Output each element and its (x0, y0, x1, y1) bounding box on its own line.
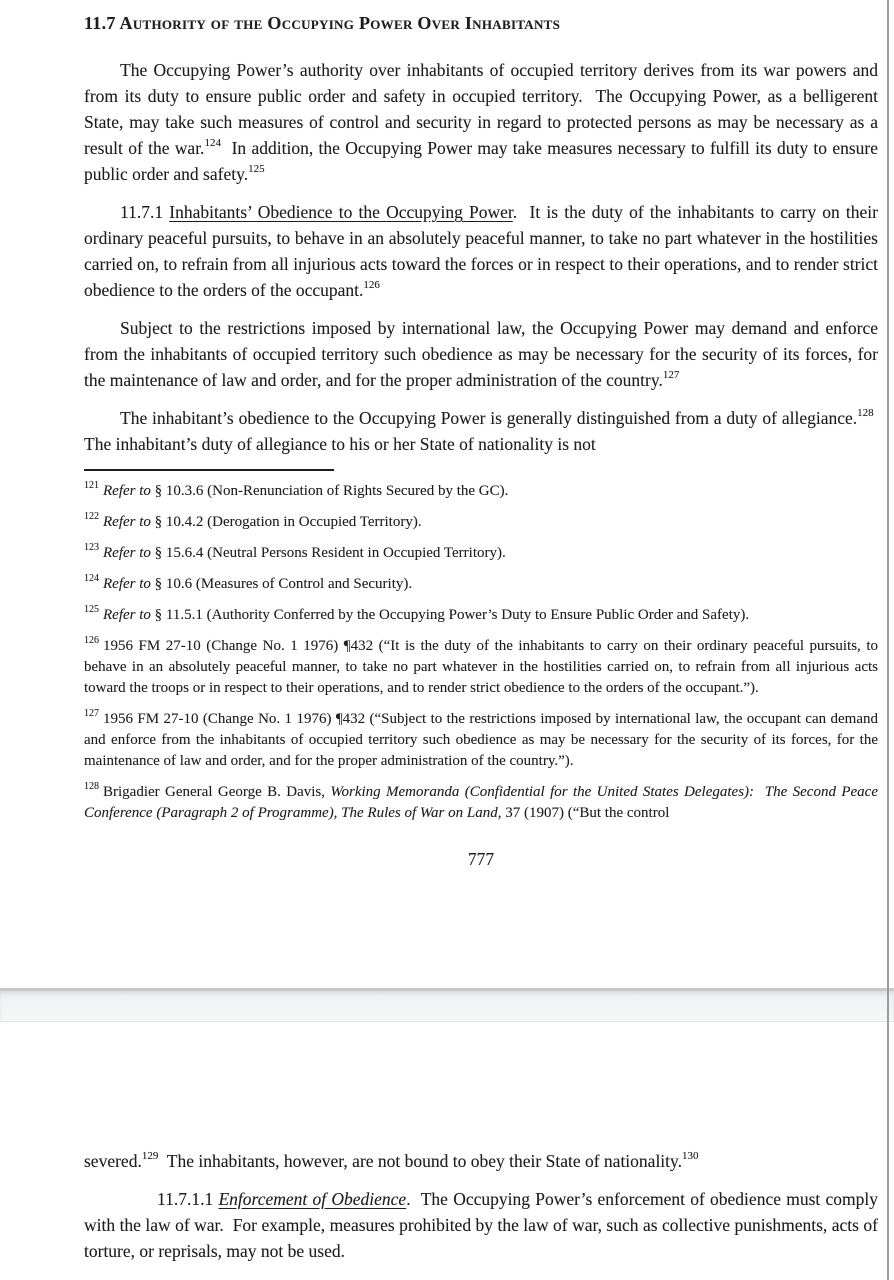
footnote (84, 512, 878, 533)
text-run: Enforcement of Obedience (218, 1189, 407, 1209)
footnote-number: 124 (84, 573, 99, 584)
footnote-number: 121 (84, 480, 99, 491)
footnote-separator (84, 469, 334, 471)
text-run: Inhabitants’ Obedience to the Occupying Power (169, 202, 513, 222)
page1-footnotes (84, 481, 878, 824)
text-run: , 37 (1907) (“But the control (497, 805, 670, 821)
text-run: 1956 FM 27-10 (Change No. 1 1976) ¶432 (“Subject to the restrictions imposed by international law, the occupant can demand and enforce from the inhabitants of occupied territory such obedience as may be necessary for the security of its forces, for the maintenance of law and order, and for the proper administration of the country.”). (84, 711, 878, 769)
footnote (84, 605, 878, 626)
footnote (84, 543, 878, 564)
paragraph (84, 57, 878, 187)
text-run: Refer to (103, 514, 151, 530)
footnote-number: 128 (84, 781, 99, 792)
footnote-reference: 125 (248, 163, 265, 176)
paragraph (84, 315, 878, 393)
footnote-number: 122 (84, 511, 99, 522)
footnote-reference: 128 (857, 407, 874, 420)
text-run: The inhabitants, however, are not bound to obey their State of nationality. (158, 1151, 683, 1171)
text-run: The Occupying Power’s authority over inhabitants of occupied territory derives from its war powers and from its duty to ensure public order and safety in occupied territory. The Occupying Power, as a belligerent State, may take such measures of control and security in regard to protected persons as may be necessary as a result of the war. (84, 60, 878, 158)
text-run: Refer to (103, 483, 151, 499)
footnote (84, 709, 878, 772)
text-run: Refer to (103, 545, 151, 561)
footnote-reference: 130 (682, 1150, 699, 1163)
text-run: Refer to (103, 607, 151, 623)
text-run: Refer to (103, 576, 151, 592)
footnote (84, 782, 878, 824)
text-run: 11.7.1.1 (157, 1189, 219, 1209)
text-run: The inhabitant’s duty of allegiance to his or her State of nationality is not (84, 408, 878, 454)
footnote-number: 127 (84, 708, 99, 719)
footnote-number: 125 (84, 604, 99, 615)
text-run: Brigadier General George B. Davis, (103, 784, 331, 800)
text-run: . The Occupying Power’s enforcement of obedience must comply with the law of war. For example, measures prohibited by the law of war, such as collective punishments, acts of torture, or reprisals, may not be used. (84, 1189, 878, 1261)
footnote-reference: 126 (363, 279, 380, 292)
footnote-number: 123 (84, 542, 99, 553)
section-heading: 11.7 Authority of the Occupying Power Over Inhabitants (84, 13, 561, 33)
footnote-reference: 129 (141, 1150, 159, 1163)
footnote (84, 574, 878, 595)
paragraph (84, 405, 878, 457)
page2-body-paragraphs (84, 1148, 878, 1264)
text-run: § 11.5.1 (Authority Conferred by the Occupying Power’s Duty to Ensure Public Order and Safety). (150, 607, 750, 623)
text-run: § 10.3.6 (Non-Renunciation of Rights Secured by the GC). (150, 483, 509, 499)
text-run: 11.7.1 (120, 202, 170, 222)
page-gap (0, 988, 894, 1022)
footnote (84, 636, 878, 699)
text-run: Working Memoranda (Confidential for the United States Delegates): The Second Peace Conference (Paragraph 2 of Programme), The Rules of War on Land (84, 784, 878, 821)
footnote-reference: 127 (662, 369, 680, 382)
paragraph (84, 1186, 878, 1264)
text-run: severed. (84, 1151, 142, 1171)
page1-body-paragraphs (84, 57, 878, 457)
text-run: § 15.6.4 (Neutral Persons Resident in Occupied Territory). (150, 545, 506, 561)
page-number: 777 (467, 849, 495, 869)
text-run: § 10.6 (Measures of Control and Security). (150, 576, 413, 592)
text-run: . It is the duty of the inhabitants to carry on their ordinary peaceful pursuits, to behave in an absolutely peaceful manner, to take no part whatever in the hostilities carried on, to refrain from all injurious acts toward the forces or in respect to their operations, and to render strict obedience to the orders of the occupant. (84, 202, 878, 300)
footnote-reference: 124 (204, 137, 221, 150)
text-run: 1956 FM 27-10 (Change No. 1 1976) ¶432 (“It is the duty of the inhabitants to carry on their ordinary peaceful pursuits, to behave in an absolutely peaceful manner, to take no part whatever in the hostilities carried on, to refrain from all injurious acts toward the troops or in respect to their operations, and to render strict obedience to the orders of the occupant.”). (84, 638, 878, 696)
footnote-number: 126 (84, 635, 99, 646)
text-run: The inhabitant’s obedience to the Occupying Power is generally distinguished from a duty of allegiance. (120, 408, 858, 428)
paragraph (84, 1148, 878, 1174)
text-run: In addition, the Occupying Power may take measures necessary to fulfill its duty to ensure public order and safety. (84, 138, 878, 184)
pdf-page-778 (0, 1022, 894, 1280)
text-run: § 10.4.2 (Derogation in Occupied Territory). (150, 514, 422, 530)
page-right-edge-line (887, 0, 889, 1280)
text-run: Subject to the restrictions imposed by international law, the Occupying Power may demand and enforce from the inhabitants of occupied territory such obedience as may be necessary for the security of its forces, for the maintenance of law and order, and for the proper administration of the country. (84, 318, 878, 390)
paragraph (84, 199, 878, 303)
footnote (84, 481, 878, 502)
